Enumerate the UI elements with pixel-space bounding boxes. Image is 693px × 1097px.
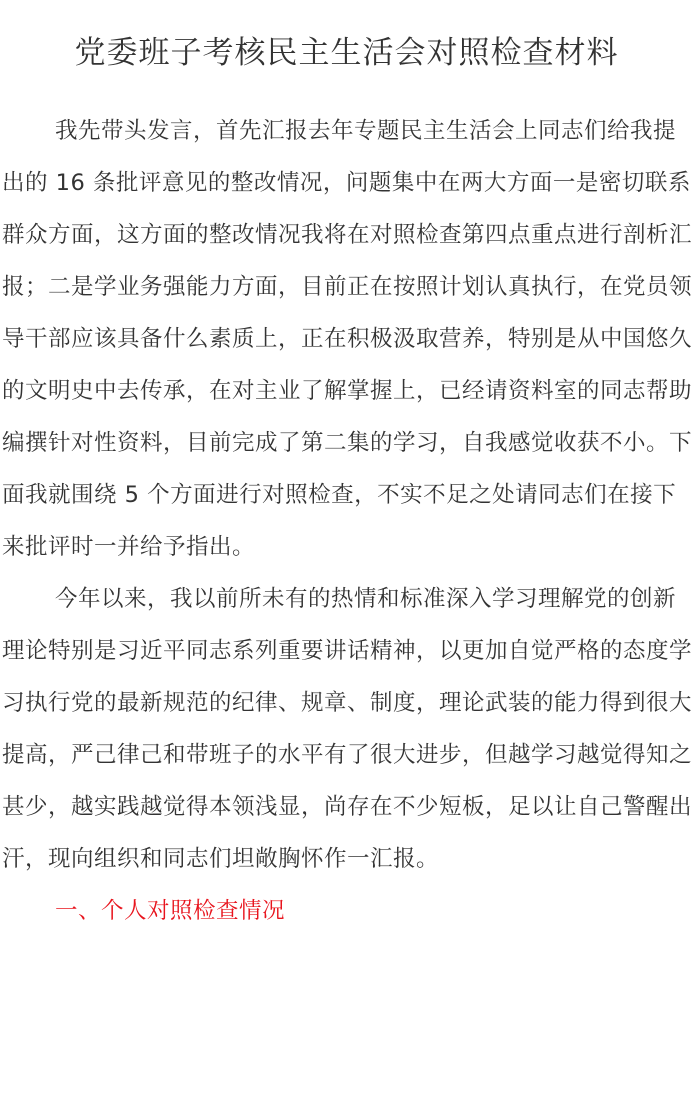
section-heading: 一、个人对照检查情况 xyxy=(55,898,286,924)
paragraph-study: 今年以来，我以前所未有的热情和标准深入学习理解党的创新理论特别是习近平同志系列重要讲话精神，以更加自觉严格的态度学习执行党的最新规范的纪律、规章、制度，理论武装的能力得到很大提高，严己律己和带班子的水平有了很大进步，但越学习越觉得知之甚少，越实践越觉得本领浅显，尚存在不少短板，足以让自己警醒出汗，现向组织和同志们坦敞胸怀作一汇报。 xyxy=(2,586,693,872)
document-body xyxy=(2,105,692,937)
document-title: 党委班子考核民主生活会对照检查材料 xyxy=(74,35,619,71)
paragraph-intro: 我先带头发言，首先汇报去年专题民主生活会上同志们给我提出的 16 条批评意见的整改情况，问题集中在两大方面一是密切联系群众方面，这方面的整改情况我将在对照检查第四点重点进行剖析汇报；二是学业务强能力方面，目前正在按照计划认真执行，在党员领导干部应该具备什么素质上，正在积极汲取营养，特别是从中国悠久的文明史中去传承，在对主业了解掌握上，已经请资料室的同志帮助编撰针对性资料，目前完成了第二集的学习，自我感觉收获不小。下面我就围绕 5 个方面进行对照检查，不实不足之处请同志们在接下来批评时一并给予指出。 xyxy=(2,118,693,560)
